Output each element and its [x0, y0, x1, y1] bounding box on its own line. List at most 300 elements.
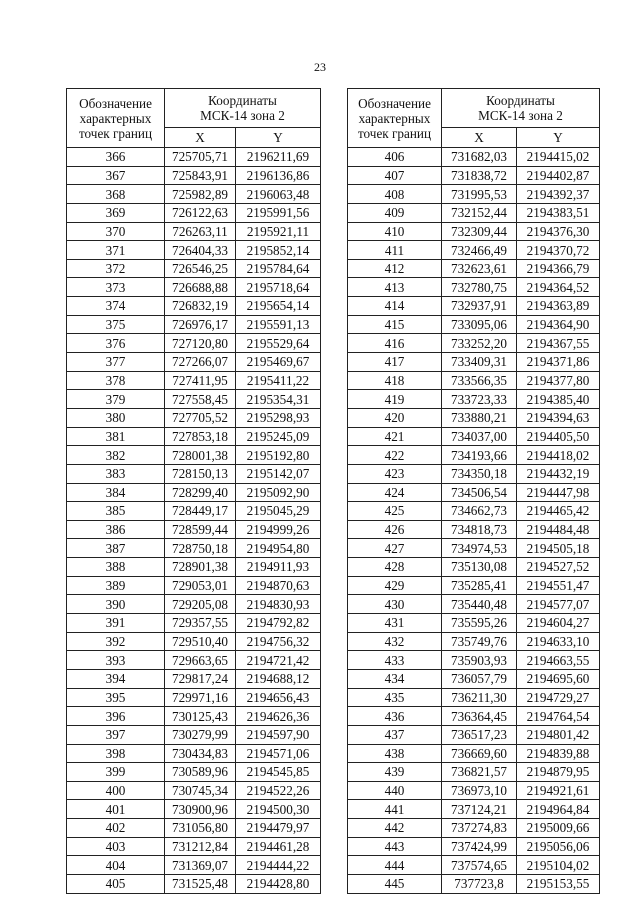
- table-row: [67, 874, 321, 893]
- x-coordinate-cell: 737723,8: [442, 874, 517, 893]
- table-row: [348, 185, 600, 204]
- coordinates-header: [165, 89, 321, 128]
- x-coordinate-cell: 731212,84: [165, 837, 236, 856]
- table-row: [67, 408, 321, 427]
- point-number-cell: 376: [67, 334, 165, 353]
- point-number-cell: 424: [348, 483, 442, 502]
- y-coordinate-cell: 2194461,28: [236, 837, 321, 856]
- x-coordinate-cell: 726122,63: [165, 203, 236, 222]
- designation-header-line2: характерных: [79, 110, 152, 126]
- y-coordinate-cell: 2194830,93: [236, 595, 321, 614]
- table-row: [348, 427, 600, 446]
- table-row: [67, 259, 321, 278]
- y-coordinate-cell: 2194367,55: [517, 334, 600, 353]
- y-coordinate-cell: 2194577,07: [517, 595, 600, 614]
- table-row: [67, 278, 321, 297]
- y-coordinate-cell: 2194839,88: [517, 744, 600, 763]
- point-number-cell: 428: [348, 558, 442, 577]
- x-coordinate-cell: 736211,30: [442, 688, 517, 707]
- table-row: [67, 856, 321, 875]
- x-coordinate-cell: 734193,66: [442, 446, 517, 465]
- y-coordinate-cell: 2194392,37: [517, 185, 600, 204]
- point-number-cell: 419: [348, 390, 442, 409]
- point-number-cell: 442: [348, 819, 442, 838]
- point-number-cell: 414: [348, 297, 442, 316]
- y-coordinate-cell: 2195104,02: [517, 856, 600, 875]
- point-number-cell: 417: [348, 353, 442, 372]
- point-number-cell: 437: [348, 725, 442, 744]
- point-number-cell: 422: [348, 446, 442, 465]
- table-row: [348, 558, 600, 577]
- x-coordinate-cell: 734662,73: [442, 502, 517, 521]
- point-number-cell: 368: [67, 185, 165, 204]
- point-number-cell: 382: [67, 446, 165, 465]
- table-row: [67, 632, 321, 651]
- point-number-cell: 380: [67, 408, 165, 427]
- point-number-cell: 432: [348, 632, 442, 651]
- point-number-cell: 439: [348, 763, 442, 782]
- x-coordinate-cell: 731056,80: [165, 819, 236, 838]
- table-row: [348, 203, 600, 222]
- table-row: [67, 371, 321, 390]
- y-coordinate-cell: 2195045,29: [236, 502, 321, 521]
- y-coordinate-cell: 2194656,43: [236, 688, 321, 707]
- y-coordinate-cell: 2194418,02: [517, 446, 600, 465]
- x-coordinate-cell: 737124,21: [442, 800, 517, 819]
- x-coordinate-cell: 733095,06: [442, 315, 517, 334]
- table-row: [348, 222, 600, 241]
- x-coordinate-cell: 734506,54: [442, 483, 517, 502]
- point-number-cell: 396: [67, 707, 165, 726]
- point-number-cell: 423: [348, 464, 442, 483]
- table-row: [348, 763, 600, 782]
- table-row: [67, 781, 321, 800]
- table-body-right: [348, 148, 600, 894]
- y-coordinate-cell: 2195411,22: [236, 371, 321, 390]
- x-coordinate-cell: 732780,75: [442, 278, 517, 297]
- table-row: [67, 315, 321, 334]
- table-row: [67, 427, 321, 446]
- table-row: [67, 241, 321, 260]
- x-coordinate-cell: 731995,53: [442, 185, 517, 204]
- y-coordinate-cell: 2194370,72: [517, 241, 600, 260]
- table-row: [348, 259, 600, 278]
- point-number-cell: 395: [67, 688, 165, 707]
- x-coordinate-cell: 727120,80: [165, 334, 236, 353]
- point-number-cell: 398: [67, 744, 165, 763]
- x-coordinate-cell: 736669,60: [442, 744, 517, 763]
- y-coordinate-cell: 2194551,47: [517, 576, 600, 595]
- point-number-cell: 409: [348, 203, 442, 222]
- y-coordinate-cell: 2194465,42: [517, 502, 600, 521]
- table-row: [348, 502, 600, 521]
- point-number-cell: 402: [67, 819, 165, 838]
- x-coordinate-cell: 733252,20: [442, 334, 517, 353]
- table-row: [348, 595, 600, 614]
- point-number-cell: 412: [348, 259, 442, 278]
- x-coordinate-cell: 727558,45: [165, 390, 236, 409]
- point-number-cell: 427: [348, 539, 442, 558]
- table-row: [67, 502, 321, 521]
- table-row: [348, 781, 600, 800]
- y-coordinate-cell: 2194721,42: [236, 651, 321, 670]
- y-coordinate-cell: 2194527,52: [517, 558, 600, 577]
- table-row: [348, 241, 600, 260]
- point-number-cell: 389: [67, 576, 165, 595]
- y-coordinate-cell: 2194376,30: [517, 222, 600, 241]
- y-coordinate-cell: 2194505,18: [517, 539, 600, 558]
- x-coordinate-cell: 733566,35: [442, 371, 517, 390]
- designation-header-line1: Обозначение: [358, 95, 431, 111]
- table-row: [67, 669, 321, 688]
- x-coordinate-cell: 728299,40: [165, 483, 236, 502]
- x-coordinate-cell: 735130,08: [442, 558, 517, 577]
- y-coordinate-cell: 2194377,80: [517, 371, 600, 390]
- coordinates-table-left: [66, 88, 321, 894]
- table-row: [348, 539, 600, 558]
- x-coordinate-cell: 732309,44: [442, 222, 517, 241]
- point-number-cell: 405: [67, 874, 165, 893]
- y-coordinate-cell: 2195354,31: [236, 390, 321, 409]
- x-coordinate-cell: 736821,57: [442, 763, 517, 782]
- x-coordinate-cell: 729510,40: [165, 632, 236, 651]
- x-coordinate-cell: 725705,71: [165, 148, 236, 167]
- y-coordinate-cell: 2194371,86: [517, 353, 600, 372]
- x-coordinate-cell: 732623,61: [442, 259, 517, 278]
- table-row: [67, 222, 321, 241]
- point-number-cell: 399: [67, 763, 165, 782]
- point-number-cell: 386: [67, 520, 165, 539]
- x-coordinate-cell: 735285,41: [442, 576, 517, 595]
- table-row: [348, 315, 600, 334]
- x-coordinate-cell: 728599,44: [165, 520, 236, 539]
- y-coordinate-cell: 2194921,61: [517, 781, 600, 800]
- y-coordinate-cell: 2195009,66: [517, 819, 600, 838]
- table-row: [67, 334, 321, 353]
- x-coordinate-cell: 728901,38: [165, 558, 236, 577]
- y-coordinate-cell: 2194447,98: [517, 483, 600, 502]
- x-coordinate-cell: 737424,99: [442, 837, 517, 856]
- coordinates-header-line1: Координаты: [486, 93, 555, 108]
- x-coordinate-cell: 729357,55: [165, 614, 236, 633]
- point-number-cell: 373: [67, 278, 165, 297]
- point-number-cell: 374: [67, 297, 165, 316]
- x-coordinate-cell: 734037,00: [442, 427, 517, 446]
- y-coordinate-cell: 2195591,13: [236, 315, 321, 334]
- y-coordinate-cell: 2194792,82: [236, 614, 321, 633]
- table-row: [67, 483, 321, 502]
- table-row: [67, 763, 321, 782]
- table-row: [67, 688, 321, 707]
- table-row: [348, 856, 600, 875]
- y-coordinate-cell: 2194383,51: [517, 203, 600, 222]
- x-coordinate-cell: 736517,23: [442, 725, 517, 744]
- y-coordinate-cell: 2194688,12: [236, 669, 321, 688]
- x-coordinate-cell: 726263,11: [165, 222, 236, 241]
- table-row: [67, 390, 321, 409]
- point-number-cell: 400: [67, 781, 165, 800]
- point-number-cell: 430: [348, 595, 442, 614]
- designation-header-line3: точек границ: [357, 125, 432, 141]
- x-coordinate-cell: 729971,16: [165, 688, 236, 707]
- x-coordinate-cell: 725843,91: [165, 166, 236, 185]
- point-number-cell: 394: [67, 669, 165, 688]
- y-coordinate-cell: 2194405,50: [517, 427, 600, 446]
- x-coordinate-cell: 729053,01: [165, 576, 236, 595]
- x-coordinate-cell: 731682,03: [442, 148, 517, 167]
- x-coordinate-cell: 731838,72: [442, 166, 517, 185]
- x-coordinate-cell: 727411,95: [165, 371, 236, 390]
- x-coordinate-cell: 736057,79: [442, 669, 517, 688]
- point-number-cell: 440: [348, 781, 442, 800]
- point-number-cell: 408: [348, 185, 442, 204]
- point-number-cell: 377: [67, 353, 165, 372]
- table-row: [67, 576, 321, 595]
- page-number: 23: [314, 60, 326, 74]
- point-number-cell: 390: [67, 595, 165, 614]
- table-row: [67, 539, 321, 558]
- y-coordinate-cell: 2196136,86: [236, 166, 321, 185]
- y-coordinate-cell: 2195142,07: [236, 464, 321, 483]
- x-coordinate-cell: 735749,76: [442, 632, 517, 651]
- point-number-cell: 443: [348, 837, 442, 856]
- table-row: [67, 595, 321, 614]
- point-number-cell: 415: [348, 315, 442, 334]
- designation-header: [67, 89, 165, 148]
- x-coordinate-cell: 737274,83: [442, 819, 517, 838]
- y-coordinate-cell: 2194954,80: [236, 539, 321, 558]
- y-coordinate-cell: 2195298,93: [236, 408, 321, 427]
- table-row: [348, 614, 600, 633]
- point-number-cell: 413: [348, 278, 442, 297]
- x-coordinate-cell: 730900,96: [165, 800, 236, 819]
- coordinates-header-line2: МСК-14 зона 2: [200, 108, 285, 123]
- point-number-cell: 371: [67, 241, 165, 260]
- point-number-cell: 421: [348, 427, 442, 446]
- x-coordinate-cell: 729817,24: [165, 669, 236, 688]
- y-coordinate-cell: 2194764,54: [517, 707, 600, 726]
- point-number-cell: 406: [348, 148, 442, 167]
- x-coordinate-cell: 733880,21: [442, 408, 517, 427]
- y-coordinate-cell: 2194597,90: [236, 725, 321, 744]
- table-row: [67, 707, 321, 726]
- y-header: Y: [236, 128, 321, 148]
- x-coordinate-cell: 728750,18: [165, 539, 236, 558]
- x-coordinate-cell: 729663,65: [165, 651, 236, 670]
- y-coordinate-cell: 2194626,36: [236, 707, 321, 726]
- y-coordinate-cell: 2194444,22: [236, 856, 321, 875]
- y-coordinate-cell: 2194964,84: [517, 800, 600, 819]
- table-row: [348, 334, 600, 353]
- table-row: [348, 483, 600, 502]
- table-row: [348, 632, 600, 651]
- y-coordinate-cell: 2195784,64: [236, 259, 321, 278]
- y-coordinate-cell: 2194695,60: [517, 669, 600, 688]
- point-number-cell: 441: [348, 800, 442, 819]
- point-number-cell: 370: [67, 222, 165, 241]
- x-coordinate-cell: 730434,83: [165, 744, 236, 763]
- table-row: [67, 297, 321, 316]
- table-row: [348, 464, 600, 483]
- table-row: [348, 446, 600, 465]
- y-coordinate-cell: 2194385,40: [517, 390, 600, 409]
- table-row: [67, 185, 321, 204]
- y-coordinate-cell: 2194663,55: [517, 651, 600, 670]
- table-row: [67, 464, 321, 483]
- point-number-cell: 393: [67, 651, 165, 670]
- designation-header-line2: характерных: [358, 110, 431, 126]
- table-row: [67, 166, 321, 185]
- y-coordinate-cell: 2195245,09: [236, 427, 321, 446]
- point-number-cell: 375: [67, 315, 165, 334]
- x-coordinate-cell: 728150,13: [165, 464, 236, 483]
- table-row: [67, 203, 321, 222]
- table-row: [348, 651, 600, 670]
- table-row: [348, 725, 600, 744]
- table-row: [348, 520, 600, 539]
- point-number-cell: 387: [67, 539, 165, 558]
- point-number-cell: 366: [67, 148, 165, 167]
- point-number-cell: 391: [67, 614, 165, 633]
- x-coordinate-cell: 735440,48: [442, 595, 517, 614]
- coordinates-header-line1: Координаты: [208, 93, 277, 108]
- table-row: [348, 669, 600, 688]
- table-row: [348, 819, 600, 838]
- table-row: [348, 837, 600, 856]
- y-coordinate-cell: 2195852,14: [236, 241, 321, 260]
- y-coordinate-cell: 2194364,90: [517, 315, 600, 334]
- x-header: X: [165, 128, 236, 148]
- x-coordinate-cell: 727266,07: [165, 353, 236, 372]
- x-coordinate-cell: 727853,18: [165, 427, 236, 446]
- table-row: [348, 874, 600, 893]
- y-coordinate-cell: 2194394,63: [517, 408, 600, 427]
- y-coordinate-cell: 2195469,67: [236, 353, 321, 372]
- x-header: X: [442, 128, 517, 148]
- point-number-cell: 407: [348, 166, 442, 185]
- table-body-left: [67, 148, 321, 894]
- table-row: [348, 148, 600, 167]
- y-coordinate-cell: 2194911,93: [236, 558, 321, 577]
- point-number-cell: 378: [67, 371, 165, 390]
- x-coordinate-cell: 730589,96: [165, 763, 236, 782]
- table-row: [67, 520, 321, 539]
- y-coordinate-cell: 2196211,69: [236, 148, 321, 167]
- point-number-cell: 383: [67, 464, 165, 483]
- point-number-cell: 379: [67, 390, 165, 409]
- table-row: [348, 576, 600, 595]
- point-number-cell: 411: [348, 241, 442, 260]
- y-coordinate-cell: 2194366,79: [517, 259, 600, 278]
- point-number-cell: 392: [67, 632, 165, 651]
- point-number-cell: 384: [67, 483, 165, 502]
- y-coordinate-cell: 2195153,55: [517, 874, 600, 893]
- table-row: [348, 744, 600, 763]
- point-number-cell: 388: [67, 558, 165, 577]
- table-row: [67, 558, 321, 577]
- coordinates-header: [442, 89, 600, 128]
- table-row: [348, 166, 600, 185]
- x-coordinate-cell: 733409,31: [442, 353, 517, 372]
- point-number-cell: 436: [348, 707, 442, 726]
- point-number-cell: 369: [67, 203, 165, 222]
- y-coordinate-cell: 2195192,80: [236, 446, 321, 465]
- designation-header-line3: точек границ: [78, 125, 153, 141]
- table-row: [67, 725, 321, 744]
- point-number-cell: 416: [348, 334, 442, 353]
- x-coordinate-cell: 726976,17: [165, 315, 236, 334]
- x-coordinate-cell: 726546,25: [165, 259, 236, 278]
- y-coordinate-cell: 2194484,48: [517, 520, 600, 539]
- x-coordinate-cell: 731525,48: [165, 874, 236, 893]
- point-number-cell: 426: [348, 520, 442, 539]
- coordinates-header-line2: МСК-14 зона 2: [478, 108, 563, 123]
- y-header: Y: [517, 128, 600, 148]
- x-coordinate-cell: 725982,89: [165, 185, 236, 204]
- x-coordinate-cell: 729205,08: [165, 595, 236, 614]
- point-number-cell: 431: [348, 614, 442, 633]
- table-row: [67, 446, 321, 465]
- designation-header-line1: Обозначение: [79, 95, 152, 111]
- y-coordinate-cell: 2194363,89: [517, 297, 600, 316]
- table-row: [67, 819, 321, 838]
- designation-header: [348, 89, 442, 148]
- x-coordinate-cell: 732152,44: [442, 203, 517, 222]
- y-coordinate-cell: 2196063,48: [236, 185, 321, 204]
- point-number-cell: 397: [67, 725, 165, 744]
- x-coordinate-cell: 733723,33: [442, 390, 517, 409]
- table-row: [348, 353, 600, 372]
- table-row: [67, 800, 321, 819]
- table-row: [67, 651, 321, 670]
- x-coordinate-cell: 728001,38: [165, 446, 236, 465]
- point-number-cell: 433: [348, 651, 442, 670]
- y-coordinate-cell: 2194604,27: [517, 614, 600, 633]
- x-coordinate-cell: 730745,34: [165, 781, 236, 800]
- point-number-cell: 381: [67, 427, 165, 446]
- table-row: [348, 278, 600, 297]
- x-coordinate-cell: 736973,10: [442, 781, 517, 800]
- y-coordinate-cell: 2194415,02: [517, 148, 600, 167]
- point-number-cell: 445: [348, 874, 442, 893]
- x-coordinate-cell: 737574,65: [442, 856, 517, 875]
- point-number-cell: 429: [348, 576, 442, 595]
- x-coordinate-cell: 734818,73: [442, 520, 517, 539]
- table-row: [348, 297, 600, 316]
- x-coordinate-cell: 735595,26: [442, 614, 517, 633]
- x-coordinate-cell: 736364,45: [442, 707, 517, 726]
- y-coordinate-cell: 2194432,19: [517, 464, 600, 483]
- table-row: [348, 688, 600, 707]
- y-coordinate-cell: 2194571,06: [236, 744, 321, 763]
- table-row: [348, 371, 600, 390]
- x-coordinate-cell: 732466,49: [442, 241, 517, 260]
- y-coordinate-cell: 2195092,90: [236, 483, 321, 502]
- x-coordinate-cell: 728449,17: [165, 502, 236, 521]
- y-coordinate-cell: 2194402,87: [517, 166, 600, 185]
- y-coordinate-cell: 2195718,64: [236, 278, 321, 297]
- y-coordinate-cell: 2194870,63: [236, 576, 321, 595]
- point-number-cell: 372: [67, 259, 165, 278]
- y-coordinate-cell: 2194999,26: [236, 520, 321, 539]
- y-coordinate-cell: 2194522,26: [236, 781, 321, 800]
- point-number-cell: 418: [348, 371, 442, 390]
- table-row: [348, 390, 600, 409]
- point-number-cell: 404: [67, 856, 165, 875]
- y-coordinate-cell: 2195529,64: [236, 334, 321, 353]
- coordinates-table-right: [347, 88, 600, 894]
- x-coordinate-cell: 732937,91: [442, 297, 517, 316]
